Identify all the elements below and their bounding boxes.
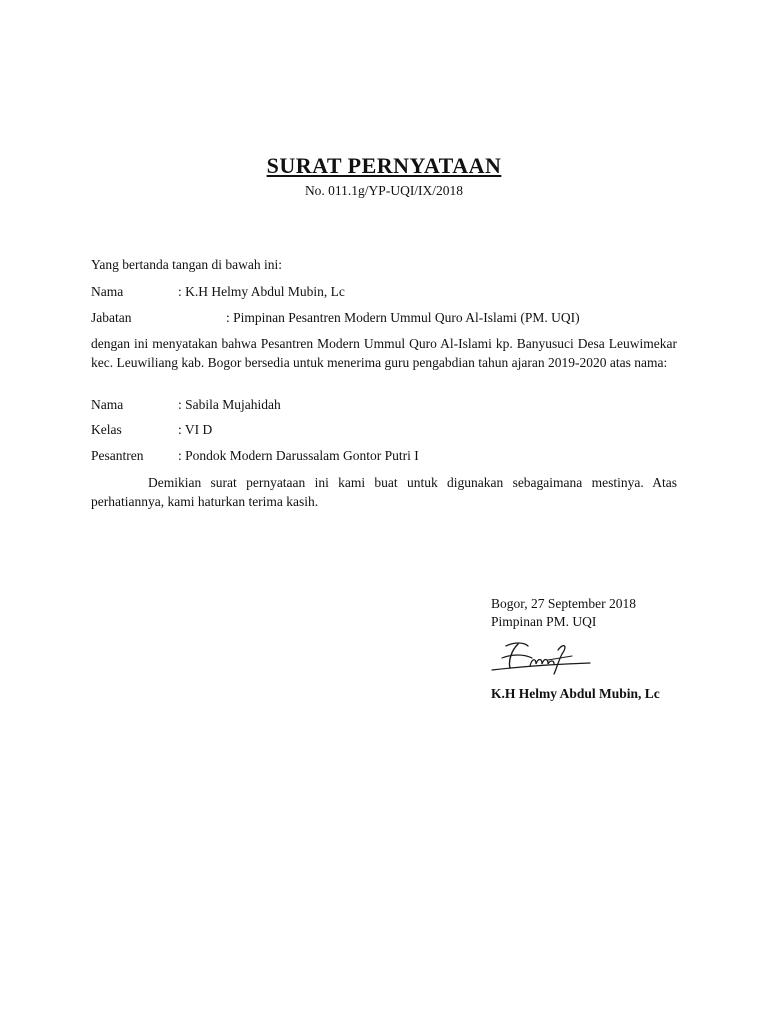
- teacher-school-label: Pesantren: [91, 448, 144, 463]
- teacher-name-label: Nama: [91, 397, 124, 412]
- signer-position-value: : Pimpinan Pesantren Modern Ummul Quro Al-Islami (PM. UQI): [226, 310, 580, 325]
- signer-name-value: : K.H Helmy Abdul Mubin, Lc: [178, 284, 345, 299]
- place-date: Bogor, 27 September 2018: [491, 596, 636, 611]
- signer-role: Pimpinan PM. UQI: [491, 614, 597, 629]
- signer-name-label: Nama: [91, 284, 124, 299]
- letter-number: No. 011.1g/YP-UQI/IX/2018: [304, 183, 464, 198]
- teacher-name-value: : Sabila Mujahidah: [178, 397, 281, 412]
- signer-name: K.H Helmy Abdul Mubin, Lc: [491, 686, 660, 701]
- intro-text: Yang bertanda tangan di bawah ini:: [91, 257, 282, 272]
- teacher-class-label: Kelas: [91, 422, 122, 437]
- signer-position-label: Jabatan: [91, 310, 132, 325]
- closing-paragraph: Demikian surat pernyataan ini kami buat untuk digunakan sebagaimana mestinya. Atas perhatiannya, kami haturkan terima kasih.: [91, 475, 677, 509]
- letter-title: SURAT PERNYATAAN: [266, 153, 502, 178]
- teacher-class-value: : VI D: [178, 422, 213, 437]
- statement-paragraph: dengan ini menyatakan bahwa Pesantren Modern Ummul Quro Al-Islami kp. Banyusuci Desa Leuwimekar kec. Leuwiliang kab. Bogor bersedia untuk menerima guru pengabdian tahun ajaran 2019-2020 atas nama:: [91, 336, 677, 370]
- teacher-school-value: : Pondok Modern Darussalam Gontor Putri I: [178, 448, 419, 463]
- signature-image: [488, 640, 594, 678]
